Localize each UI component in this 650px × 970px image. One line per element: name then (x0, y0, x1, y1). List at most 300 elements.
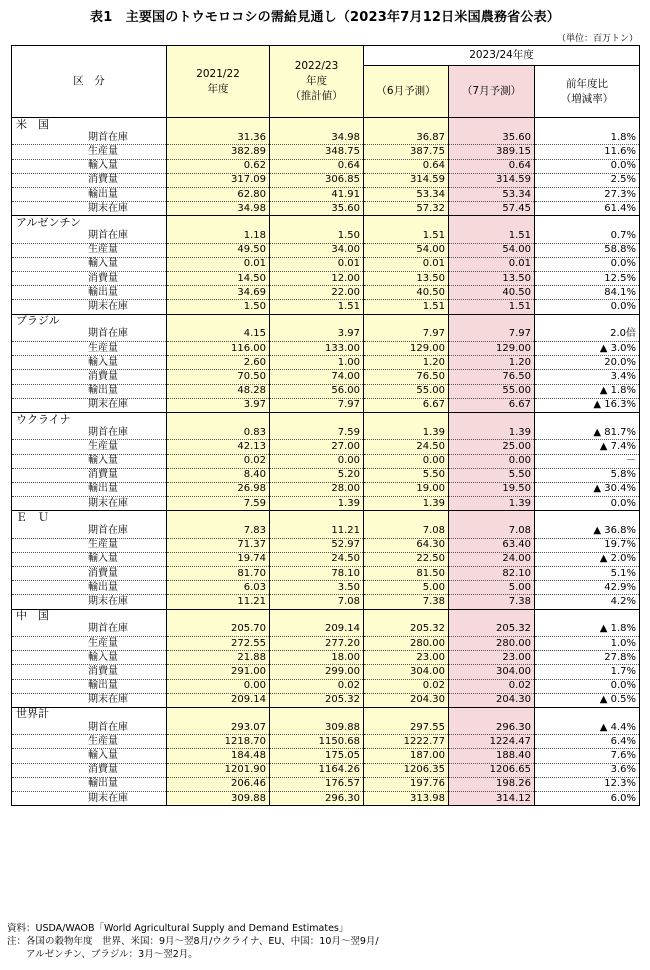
value-cell: 129.00 (364, 342, 449, 356)
row-label: 輸出量 (12, 777, 167, 791)
value-cell: ▲ 7.4% (535, 440, 640, 454)
value-cell: 57.32 (364, 202, 449, 216)
value-cell: 56.00 (270, 384, 364, 398)
section-name: ブラジル (12, 314, 167, 328)
section-filler-cell (449, 314, 535, 328)
row-label: 生産量 (12, 636, 167, 650)
value-cell: 209.14 (270, 623, 364, 637)
value-cell: 7.08 (364, 524, 449, 538)
value-cell: 35.60 (270, 202, 364, 216)
section-row (12, 511, 640, 525)
section-filler-cell (535, 707, 640, 721)
table-row (12, 300, 640, 314)
value-cell: 82.10 (449, 567, 535, 581)
value-cell: 1.39 (364, 426, 449, 440)
table-row (12, 384, 640, 398)
value-cell: 63.40 (449, 538, 535, 552)
row-label: 期末在庫 (12, 202, 167, 216)
header-yoy-note: （増減率） (560, 92, 614, 105)
value-cell: 1164.26 (270, 763, 364, 777)
table-row (12, 482, 640, 496)
supply-demand-table (11, 45, 640, 806)
section-name: 米 国 (12, 118, 167, 132)
value-cell: 0.0% (535, 679, 640, 693)
value-cell: 11.21 (270, 524, 364, 538)
value-cell: 205.32 (270, 693, 364, 707)
table-row (12, 749, 640, 763)
value-cell: 314.59 (449, 173, 535, 187)
value-cell: 64.30 (364, 538, 449, 552)
value-cell: 209.14 (167, 693, 270, 707)
value-cell: 0.0% (535, 257, 640, 271)
table-row (12, 159, 640, 173)
value-cell: 1.50 (270, 230, 364, 244)
section-filler-cell (270, 118, 364, 132)
table-row (12, 777, 640, 791)
section-row (12, 118, 640, 132)
value-cell: 1206.65 (449, 763, 535, 777)
value-cell: 12.00 (270, 272, 364, 286)
value-cell: 1.00 (270, 356, 364, 370)
unit-note: （単位：百万トン） (556, 34, 638, 44)
table-row (12, 187, 640, 201)
value-cell: 41.91 (270, 187, 364, 201)
value-cell: 12.3% (535, 777, 640, 791)
value-cell: 387.75 (364, 145, 449, 159)
row-label: 期末在庫 (12, 300, 167, 314)
value-cell: 133.00 (270, 342, 364, 356)
table-row (12, 440, 640, 454)
value-cell: 175.05 (270, 749, 364, 763)
row-label: 期首在庫 (12, 524, 167, 538)
value-cell: 0.83 (167, 426, 270, 440)
row-label: 輸入量 (12, 159, 167, 173)
value-cell: 1.51 (364, 300, 449, 314)
table-row (12, 454, 640, 468)
value-cell: 19.74 (167, 552, 270, 566)
section-row (12, 412, 640, 426)
value-cell: 12.5% (535, 272, 640, 286)
value-cell: 34.98 (167, 202, 270, 216)
header-yoy-change (535, 66, 640, 118)
value-cell: 6.0% (535, 792, 640, 806)
row-label: 輸入量 (12, 749, 167, 763)
value-cell: 0.64 (364, 159, 449, 173)
value-cell: 11.6% (535, 145, 640, 159)
value-cell: 382.89 (167, 145, 270, 159)
value-cell: 129.00 (449, 342, 535, 356)
row-label: 期末在庫 (12, 398, 167, 412)
value-cell: 0.64 (449, 159, 535, 173)
value-cell: ▲ 1.8% (535, 623, 640, 637)
value-cell: 206.46 (167, 777, 270, 791)
value-cell: 1.39 (449, 497, 535, 511)
value-cell: 2.0倍 (535, 328, 640, 342)
value-cell: 5.20 (270, 468, 364, 482)
value-cell: 0.00 (449, 454, 535, 468)
value-cell: 76.50 (364, 370, 449, 384)
value-cell: 6.03 (167, 581, 270, 595)
value-cell: 291.00 (167, 665, 270, 679)
table-row (12, 272, 640, 286)
value-cell: 24.50 (364, 440, 449, 454)
value-cell: 0.00 (167, 679, 270, 693)
value-cell: 62.80 (167, 187, 270, 201)
table-row (12, 623, 640, 637)
value-cell: 19.7% (535, 538, 640, 552)
value-cell: ▲ 36.8% (535, 524, 640, 538)
value-cell: 6.67 (364, 398, 449, 412)
section-filler-cell (167, 216, 270, 230)
section-filler-cell (449, 511, 535, 525)
header-july-forecast: （7月予測） (449, 66, 535, 118)
value-cell: 389.15 (449, 145, 535, 159)
value-cell: ▲ 3.0% (535, 342, 640, 356)
row-label: 消費量 (12, 173, 167, 187)
value-cell: 19.50 (449, 482, 535, 496)
value-cell: 3.50 (270, 581, 364, 595)
table-row (12, 131, 640, 145)
value-cell: 7.08 (270, 595, 364, 609)
value-cell: 7.08 (449, 524, 535, 538)
section-row (12, 609, 640, 623)
row-label: 輸出量 (12, 581, 167, 595)
section-name: アルゼンチン (12, 216, 167, 230)
source-note: 資料：USDA/WAOB「World Agricultural Supply and Demand Estimates」 (7, 923, 349, 934)
value-cell: 187.00 (364, 749, 449, 763)
section-filler-cell (364, 412, 449, 426)
row-label: 消費量 (12, 567, 167, 581)
row-label: 期末在庫 (12, 792, 167, 806)
value-cell: ▲ 30.4% (535, 482, 640, 496)
value-cell: 1206.35 (364, 763, 449, 777)
value-cell: 5.50 (449, 468, 535, 482)
value-cell: 3.97 (167, 398, 270, 412)
value-cell: 5.50 (364, 468, 449, 482)
row-label: 期首在庫 (12, 328, 167, 342)
table-row (12, 286, 640, 300)
section-row (12, 314, 640, 328)
row-label: 生産量 (12, 735, 167, 749)
value-cell: 21.88 (167, 651, 270, 665)
value-cell: ▲ 4.4% (535, 721, 640, 735)
value-cell: 49.50 (167, 243, 270, 257)
value-cell: 2.5% (535, 173, 640, 187)
value-cell: 58.8% (535, 243, 640, 257)
header-2022-23-year: 2022/23 (294, 60, 339, 72)
header-june-forecast: （6月予測） (364, 66, 449, 118)
value-cell: 0.02 (270, 679, 364, 693)
value-cell: 7.38 (449, 595, 535, 609)
row-label: 輸入量 (12, 552, 167, 566)
table-row (12, 342, 640, 356)
value-cell: 296.30 (270, 792, 364, 806)
section-filler-cell (449, 707, 535, 721)
footnotes (7, 922, 379, 961)
table-row (12, 398, 640, 412)
value-cell: 277.20 (270, 636, 364, 650)
table-row (12, 721, 640, 735)
value-cell: 8.40 (167, 468, 270, 482)
value-cell: 7.59 (167, 497, 270, 511)
table-row (12, 524, 640, 538)
value-cell: 304.00 (449, 665, 535, 679)
value-cell: 24.50 (270, 552, 364, 566)
value-cell: 1.39 (449, 426, 535, 440)
section-filler-cell (364, 609, 449, 623)
value-cell: 188.40 (449, 749, 535, 763)
value-cell: 313.98 (364, 792, 449, 806)
value-cell: 7.6% (535, 749, 640, 763)
value-cell: 23.00 (364, 651, 449, 665)
table-row (12, 426, 640, 440)
value-cell: 54.00 (449, 243, 535, 257)
value-cell: 1.51 (364, 230, 449, 244)
value-cell: 40.50 (364, 286, 449, 300)
value-cell: 1.7% (535, 665, 640, 679)
table-row (12, 651, 640, 665)
header-2022-23 (270, 46, 364, 118)
value-cell: ▲ 1.8% (535, 384, 640, 398)
table-row (12, 538, 640, 552)
row-label: 輸出量 (12, 286, 167, 300)
header-category: 区 分 (12, 46, 167, 118)
value-cell: 0.0% (535, 497, 640, 511)
value-cell: 0.02 (167, 454, 270, 468)
header-2022-23-note: （推計値） (290, 90, 343, 102)
value-cell: 4.2% (535, 595, 640, 609)
value-cell: 0.64 (270, 159, 364, 173)
section-row (12, 707, 640, 721)
table-row (12, 693, 640, 707)
value-cell: 5.1% (535, 567, 640, 581)
section-filler-cell (270, 412, 364, 426)
row-label: 生産量 (12, 538, 167, 552)
value-cell: 71.37 (167, 538, 270, 552)
section-name: 世界計 (12, 707, 167, 721)
value-cell: 27.3% (535, 187, 640, 201)
value-cell: 293.07 (167, 721, 270, 735)
section-filler-cell (449, 118, 535, 132)
table-row (12, 173, 640, 187)
section-filler-cell (270, 609, 364, 623)
crop-year-note-cont: アルゼンチン、ブラジル：3月～翌2月。 (7, 949, 198, 960)
value-cell: 1.51 (449, 230, 535, 244)
value-cell: 0.02 (364, 679, 449, 693)
section-filler-cell (167, 707, 270, 721)
value-cell: 1.20 (449, 356, 535, 370)
value-cell: 25.00 (449, 440, 535, 454)
section-filler-cell (364, 118, 449, 132)
value-cell: 6.67 (449, 398, 535, 412)
value-cell: 35.60 (449, 131, 535, 145)
section-filler-cell (167, 118, 270, 132)
value-cell: 0.62 (167, 159, 270, 173)
value-cell: 197.76 (364, 777, 449, 791)
value-cell: 184.48 (167, 749, 270, 763)
value-cell: 6.4% (535, 735, 640, 749)
table-row (12, 370, 640, 384)
header-2022-23-label: 年度 (306, 75, 327, 87)
value-cell: 84.1% (535, 286, 640, 300)
value-cell: 348.75 (270, 145, 364, 159)
value-cell: 81.50 (364, 567, 449, 581)
table-body (12, 118, 640, 806)
value-cell: 1.8% (535, 131, 640, 145)
value-cell: 1.0% (535, 636, 640, 650)
value-cell: 314.12 (449, 792, 535, 806)
row-label: 生産量 (12, 145, 167, 159)
value-cell: 57.45 (449, 202, 535, 216)
value-cell: 280.00 (449, 636, 535, 650)
row-label: 消費量 (12, 272, 167, 286)
value-cell: 1.20 (364, 356, 449, 370)
value-cell: ▲ 81.7% (535, 426, 640, 440)
section-filler-cell (167, 609, 270, 623)
section-filler-cell (167, 412, 270, 426)
value-cell: 0.00 (270, 454, 364, 468)
table-row (12, 636, 640, 650)
value-cell: 204.30 (364, 693, 449, 707)
value-cell: 1222.77 (364, 735, 449, 749)
section-filler-cell (167, 314, 270, 328)
row-label: 期末在庫 (12, 595, 167, 609)
value-cell: 280.00 (364, 636, 449, 650)
value-cell: 28.00 (270, 482, 364, 496)
value-cell: 53.34 (364, 187, 449, 201)
section-filler-cell (449, 609, 535, 623)
table-row (12, 230, 640, 244)
row-label: 輸入量 (12, 356, 167, 370)
value-cell: 7.83 (167, 524, 270, 538)
value-cell: 5.00 (449, 581, 535, 595)
value-cell: 81.70 (167, 567, 270, 581)
value-cell: 55.00 (364, 384, 449, 398)
value-cell: 1.50 (167, 300, 270, 314)
value-cell: 48.28 (167, 384, 270, 398)
value-cell: 5.8% (535, 468, 640, 482)
table-row (12, 552, 640, 566)
section-filler-cell (535, 216, 640, 230)
value-cell: 55.00 (449, 384, 535, 398)
value-cell: 306.85 (270, 173, 364, 187)
value-cell: 7.97 (364, 328, 449, 342)
table-row (12, 665, 640, 679)
section-filler-cell (270, 511, 364, 525)
value-cell: 42.9% (535, 581, 640, 595)
table-row (12, 763, 640, 777)
row-label: 輸出量 (12, 384, 167, 398)
row-label: 期首在庫 (12, 426, 167, 440)
row-label: 期首在庫 (12, 230, 167, 244)
value-cell: 1.39 (364, 497, 449, 511)
header-2021-22 (167, 46, 270, 118)
row-label: 期末在庫 (12, 693, 167, 707)
value-cell: 205.70 (167, 623, 270, 637)
row-label: 消費量 (12, 665, 167, 679)
header-2021-22-label: 年度 (207, 82, 229, 95)
section-filler-cell (449, 412, 535, 426)
value-cell: 13.50 (449, 272, 535, 286)
value-cell: 304.00 (364, 665, 449, 679)
value-cell: 3.4% (535, 370, 640, 384)
row-label: 輸出量 (12, 679, 167, 693)
row-label: 輸入量 (12, 257, 167, 271)
value-cell: ▲ 0.5% (535, 693, 640, 707)
value-cell: 26.98 (167, 482, 270, 496)
table-row (12, 497, 640, 511)
value-cell: 0.0% (535, 300, 640, 314)
value-cell: 27.00 (270, 440, 364, 454)
value-cell: 40.50 (449, 286, 535, 300)
table-row (12, 328, 640, 342)
value-cell: 31.36 (167, 131, 270, 145)
table-row (12, 356, 640, 370)
value-cell: 54.00 (364, 243, 449, 257)
value-cell: 53.34 (449, 187, 535, 201)
value-cell: 0.01 (167, 257, 270, 271)
value-cell: 34.98 (270, 131, 364, 145)
value-cell: 176.57 (270, 777, 364, 791)
section-filler-cell (535, 511, 640, 525)
table-row (12, 595, 640, 609)
value-cell: 34.69 (167, 286, 270, 300)
value-cell: 70.50 (167, 370, 270, 384)
value-cell: 0.02 (449, 679, 535, 693)
value-cell: 52.97 (270, 538, 364, 552)
value-cell: 5.00 (364, 581, 449, 595)
value-cell: 74.00 (270, 370, 364, 384)
row-label: 消費量 (12, 370, 167, 384)
table-row (12, 468, 640, 482)
section-filler-cell (535, 118, 640, 132)
value-cell: 205.32 (449, 623, 535, 637)
value-cell: 7.59 (270, 426, 364, 440)
table-row (12, 257, 640, 271)
value-cell: 7.97 (270, 398, 364, 412)
value-cell: 22.00 (270, 286, 364, 300)
section-filler-cell (364, 707, 449, 721)
section-name: ウクライナ (12, 412, 167, 426)
value-cell: 309.88 (167, 792, 270, 806)
value-cell: 1150.68 (270, 735, 364, 749)
row-label: 期首在庫 (12, 131, 167, 145)
value-cell: 19.00 (364, 482, 449, 496)
section-filler-cell (535, 314, 640, 328)
table-title: 表1 主要国のトウモロコシの需給見通し（2023年7月12日米国農務省公表） (90, 10, 560, 25)
table-row (12, 243, 640, 257)
value-cell: 3.97 (270, 328, 364, 342)
value-cell: ▲ 2.0% (535, 552, 640, 566)
value-cell: 299.00 (270, 665, 364, 679)
value-cell: 42.13 (167, 440, 270, 454)
value-cell: 27.8% (535, 651, 640, 665)
section-filler-cell (364, 314, 449, 328)
value-cell: 22.50 (364, 552, 449, 566)
table-row (12, 145, 640, 159)
row-label: 消費量 (12, 468, 167, 482)
value-cell: 1201.90 (167, 763, 270, 777)
value-cell: 116.00 (167, 342, 270, 356)
value-cell: 296.30 (449, 721, 535, 735)
value-cell: 0.01 (270, 257, 364, 271)
value-cell: 11.21 (167, 595, 270, 609)
value-cell: 13.50 (364, 272, 449, 286)
table-row (12, 581, 640, 595)
value-cell: 0.01 (364, 257, 449, 271)
row-label: 期首在庫 (12, 721, 167, 735)
value-cell: 78.10 (270, 567, 364, 581)
